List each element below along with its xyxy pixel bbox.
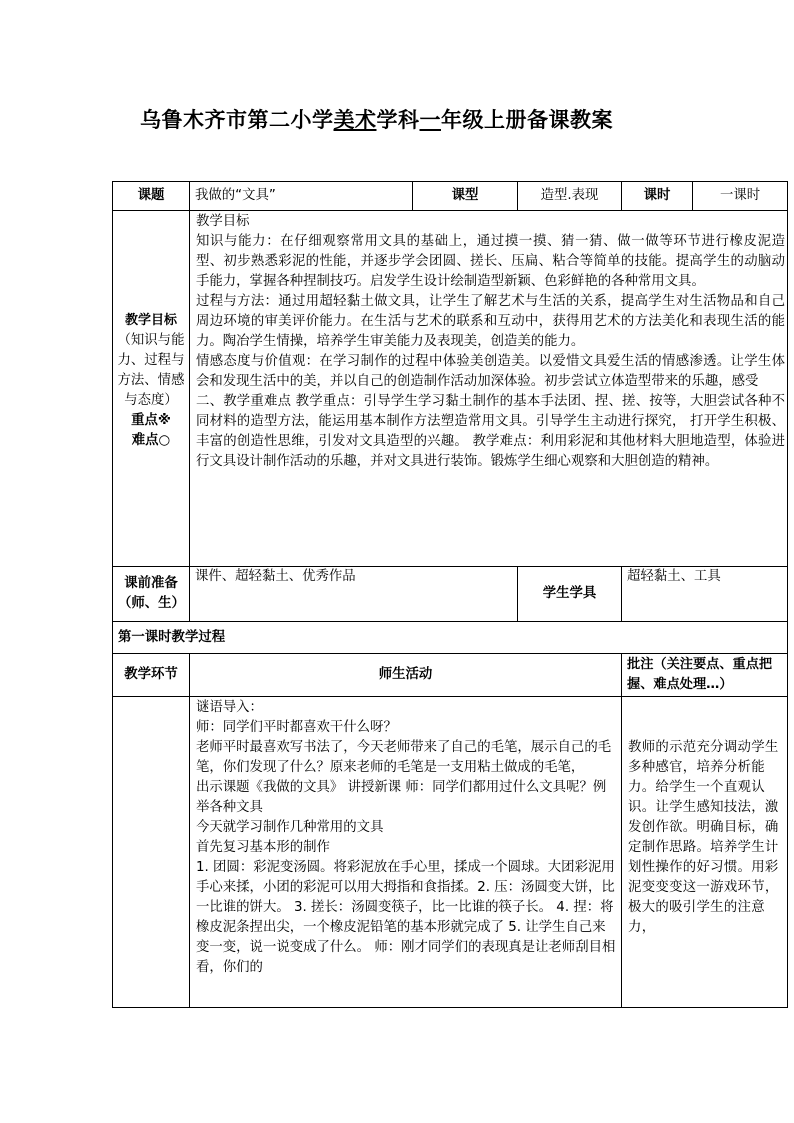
key-point-label: 重点※ [131,413,171,428]
objectives-sub4: 与态度） [124,393,178,408]
student-materials: 超轻黏土、工具 [622,567,788,622]
activity-line-7: 1. 团圆：彩泥变汤圆。将彩泥放在手心里，揉成一个圆球。大团彩泥用手心来揉，小团的彩泥可以用大拇指和食指揉。2. 压：汤圆变大饼，比一比谁的饼大。 3. 搓长：汤圆变筷子，比一比谁的筷子长。 4. 捏：将橡皮泥条捏出尖，一个橡皮泥铅笔的基本形就完成了 5. 让学生自己来变一变，说一说变成了什么。 师：刚才同学们的表现真是让老师刮目相看，你们的 [196,860,616,975]
title-subject-suffix: 学科 [376,107,420,132]
hours-value: 一课时 [693,182,788,211]
title-school: 乌鲁木齐市第二小学 [140,107,334,132]
objectives-heading: 教学目标 [196,214,250,229]
row-section-title [113,622,788,654]
col-activity: 师生活动 [190,654,622,697]
objectives-key-difficult: 二、教学重难点 教学重点：引导学生学习黏土制作的基本手法团、捏、搓、按等，大胆尝试各种不同材料的造型方法，能运用基本制作方法塑造常用文具。引导学生主动进行探究， 打开学生积极、丰富的创造性思维，引发对文具造型的兴趣。 教学难点：利用彩泥和其他材料大胆地造型，体验进行文具设计制作活动的乐趣，并对文具进行装饰。锻炼学生细心观察和大胆创造的精神。 [196,394,786,469]
title-grade: 一 [419,107,441,132]
objectives-knowledge: 知识与能力：在仔细观察常用文具的基础上，通过摸一摸、猜一猜、做一做等环节进行橡皮泥造型、初步熟悉彩泥的性能，并逐步学会团圆、搓长、压扁、粘合等简单的技能。提高学生的动脑动手能力，掌握各种捏制技巧。启发学生设计绘制造型新颖、色彩鲜艳的各种常用文具。 [196,234,786,289]
col-notes: 批注（关注要点、重点把握、难点处理…） [622,654,788,697]
topic-value: 我做的“文具” [190,182,413,211]
label-type: 课型 [413,182,518,211]
difficult-point-label: 难点○ [131,433,171,448]
activity-content [190,697,622,1008]
row-preparation [113,567,788,622]
type-value: 造型.表现 [518,182,622,211]
objectives-content [190,211,788,567]
activity-line-5: 今天就学习制作几种常用的文具 [196,820,384,835]
stage-cell [113,697,190,1008]
row-lesson-info [113,182,788,211]
teacher-prep: 课件、超轻黏土、优秀作品 [190,567,518,622]
document-title [140,104,613,134]
notes-content: 教师的示范充分调动学生多种感官，培养分析能力。给学生一个直观认识。让学生感知技法，激发创作欲。明确目标，确定制作思路。培养学生计划性操作的好习惯。用彩泥变变变这一游戏环节，极大的吸引学生的注意力， [622,697,788,1008]
objectives-sub2: 力、过程与 [117,353,185,368]
label-student-materials: 学生学具 [518,567,622,622]
prep-label-1: 课前准备 [124,576,178,591]
col-stage: 教学环节 [113,654,190,697]
label-topic: 课题 [113,182,190,211]
row-process-body [113,697,788,1008]
objectives-process: 过程与方法：通过用超轻黏土做文具，让学生了解艺术与生活的关系，提高学生对生活物品和自己周边环境的审美评价能力。在生活与艺术的联系和互动中，获得用艺术的方法美化和表现生活的能力。陶冶学生情操，培养学生审美能力及表现美，创造美的能力。 [196,294,786,349]
row-objectives [113,211,788,567]
objectives-emotion: 情感态度与价值观：在学习制作的过程中体验美创造美。以爱惜文具爱生活的情感渗透。让学生体会和发现生活中的美，并以自己的创造制作活动加深体验。初步尝试立体造型带来的乐趣，感受 [196,354,786,389]
objectives-sub3: 方法、情感 [117,373,185,388]
label-hours: 课时 [622,182,693,211]
activity-line-3: 老师平时最喜欢写书法了，今天老师带来了自己的毛笔，展示自己的毛笔，你们发现了什么？原来老师的毛笔是一支用粘土做成的毛笔， [196,740,612,775]
activity-line-1: 谜语导入： [196,700,263,715]
activity-line-6: 首先复习基本形的制作 [196,840,330,855]
lesson-plan-table [112,181,788,1008]
title-rest: 年级上册备课教案 [441,107,613,132]
objectives-label-cell [113,211,190,567]
prep-label-cell [113,567,190,622]
row-process-header [113,654,788,697]
section-title: 第一课时教学过程 [113,622,788,654]
activity-line-4: 出示课题《我做的文具》 讲授新课 师：同学们都用过什么文具呢？例举各种文具 [196,780,607,815]
objectives-label: 教学目标 [124,313,177,328]
objectives-sub1: （知识与能 [117,333,185,348]
prep-label-2: （师、生） [118,596,185,611]
title-subject: 美术 [333,107,377,132]
activity-line-2: 师：同学们平时都喜欢干什么呀？ [196,720,397,735]
